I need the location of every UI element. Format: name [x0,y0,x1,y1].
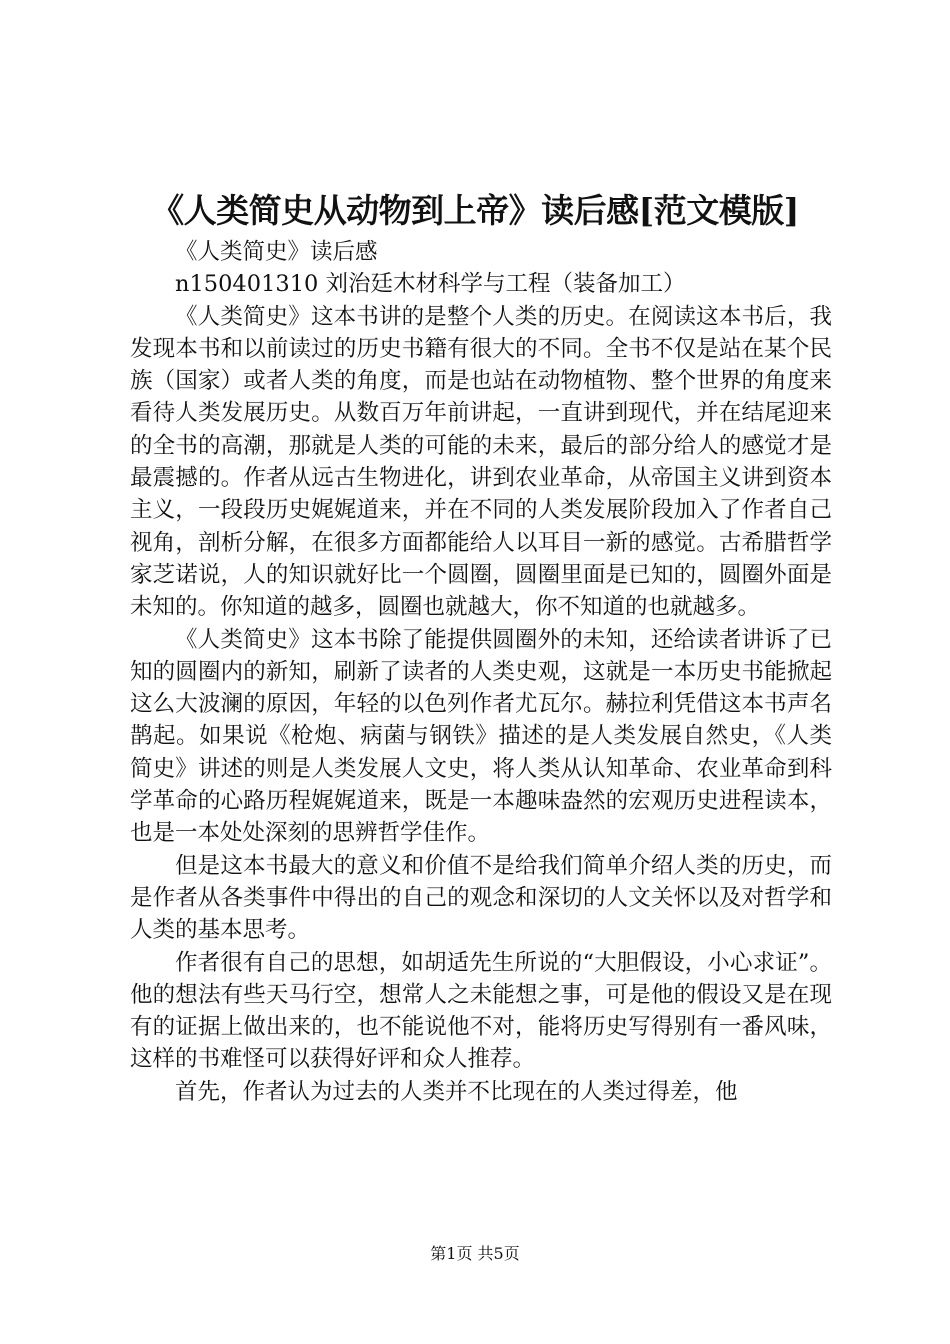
page-number: 第1页 共5页 [430,1244,520,1263]
paragraph: 但是这本书最大的意义和价值不是给我们简单介绍人类的历史，而是作者从各类事件中得出的自己的观念和深切的人文关怀以及对哲学和人类的基本思考。 [130,852,832,944]
document-title: 《人类简史从动物到上帝》读后感[范文模版] [151,191,799,230]
author-line: n150401310 刘治廷木材科学与工程（装备加工） [175,271,686,298]
document-body [130,236,832,1108]
paragraph: 作者很有自己的思想，如胡适先生所说的“大胆假设，小心求证”。他的想法有些天马行空，想常人之未能想之事，可是他的假设又是在现有的证据上做出来的，也不能说他不对，能将历史写得别有一番风味，这样的书难怪可以获得好评和众人推荐。 [130,949,832,1073]
paragraph: 《人类简史》这本书除了能提供圆圈外的未知，还给读者讲诉了已知的圆圈内的新知，刷新了读者的人类史观，这就是一本历史书能掀起这么大波澜的原因，年轻的以色列作者尤瓦尔。赫拉利凭借这本书声名鹊起。如果说《枪炮、病菌与钢铁》描述的是人类发展自然史，《人类简史》讲述的则是人类发展人文史，将人类从认知革命、农业革命到科学革命的心路历程娓娓道来，既是一本趣味盎然的宏观历史进程读本，也是一本处处深刻的思辨哲学佳作。 [130,626,832,847]
paragraph: 《人类简史》这本书讲的是整个人类的历史。在阅读这本书后，我发现本书和以前读过的历史书籍有很大的不同。全书不仅是站在某个民族（国家）或者人类的角度，而是也站在动物植物、整个世界的角度来看待人类发展历史。从数百万年前讲起，一直讲到现代，并在结尾迎来的全书的高潮，那就是人类的可能的未来，最后的部分给人的感觉才是最震撼的。作者从远古生物进化，讲到农业革命，从帝国主义讲到资本主义，一段段历史娓娓道来，并在不同的人类发展阶段加入了作者自己视角，剖析分解，在很多方面都能给人以耳目一新的感觉。古希腊哲学家芝诺说，人的知识就好比一个圆圈，圆圈里面是已知的，圆圈外面是未知的。你知道的越多，圆圈也就越大，你不知道的也就越多。 [130,303,832,621]
document-subtitle: 《人类简史》读后感 [175,239,378,265]
paragraph: 首先，作者认为过去的人类并不比现在的人类过得差，他 [175,1078,738,1105]
